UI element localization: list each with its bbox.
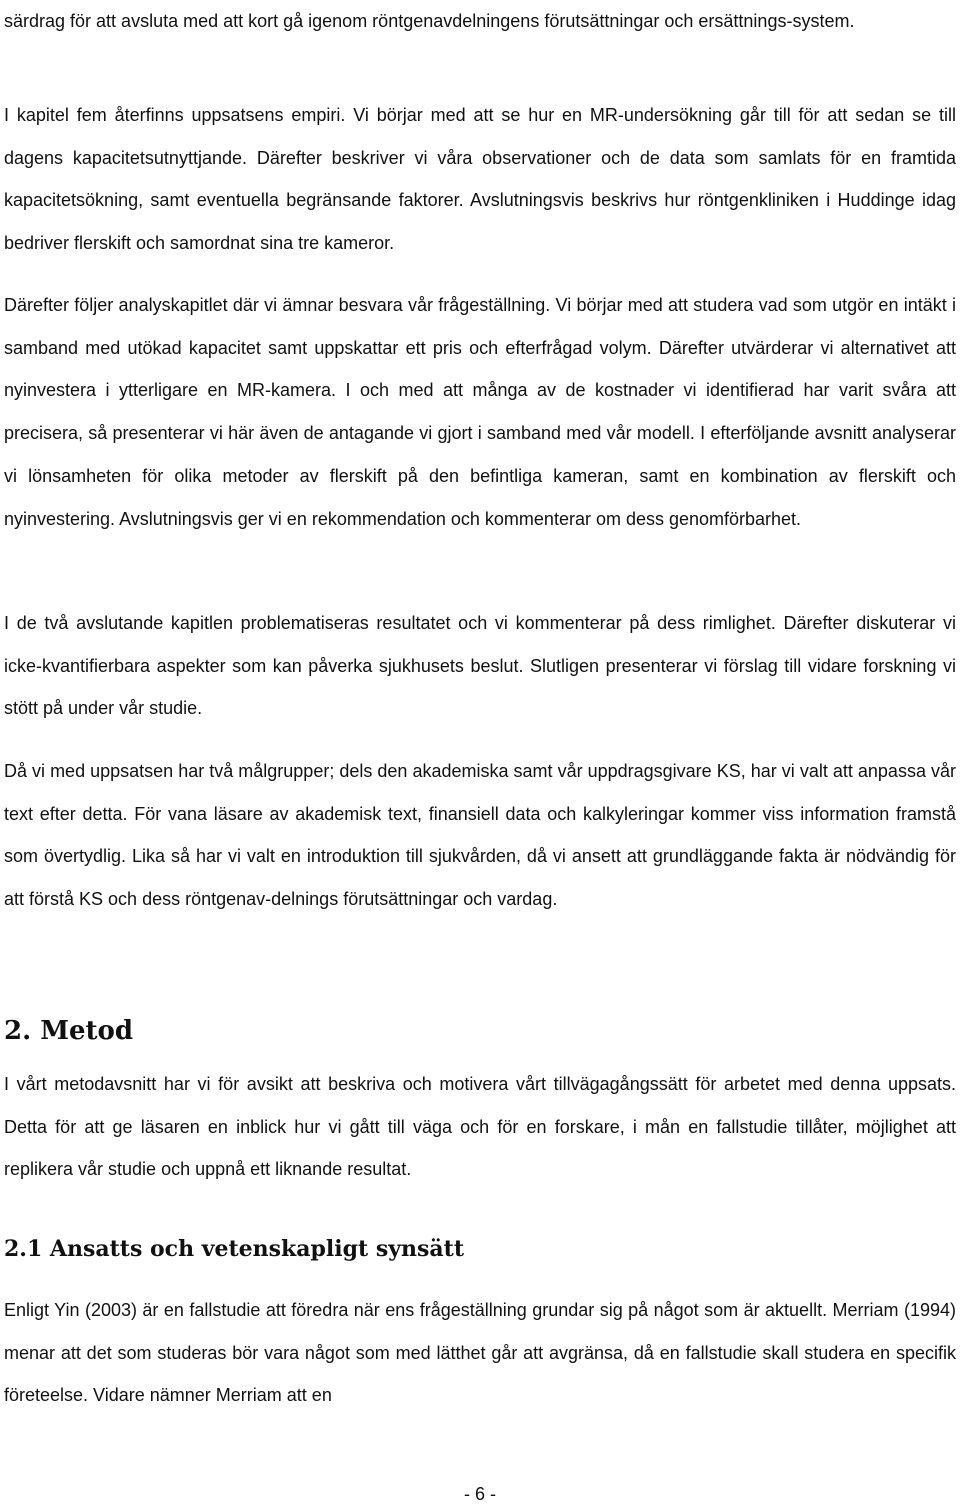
paragraph-avslutande-kapitel: I de två avslutande kapitlen problematiseras resultatet och vi kommenterar på dess rimlighet. Därefter diskuterar vi icke-kvantifierbara aspekter som kan påverka sjukhusets beslut. Slutligen presenterar vi förslag till vidare forskning vi stött på under vår studie.	[4, 613, 956, 719]
paragraph-empiri: I kapitel fem återfinns uppsatsens empiri. Vi börjar med att se hur en MR-undersökning går till för att sedan se till dagens kapacitetsutnyttjande. Därefter beskriver vi våra observationer och de data som samlats för en framtida kapacitetsökning, samt eventuella begränsande faktorer. Avslutningsvis beskrivs hur röntgenkliniken i Huddinge idag bedriver flerskift och samordnat sina tre kameror.	[4, 105, 956, 254]
paragraph-ansatts: Enligt Yin (2003) är en fallstudie att föredra när ens frågeställning grundar sig på något som är aktuellt. Merriam (1994) menar att det som studeras bör vara något som med lätthet går att avgränsa, då en fallstudie skall studera en specifik företeelse. Vidare nämner Merriam att en	[4, 1300, 956, 1406]
paragraph-analys: Därefter följer analyskapitlet där vi ämnar besvara vår frågeställning. Vi börjar med att studera vad som utgör en intäkt i samband med utökad kapacitet samt uppskattar ett pris och efterfrågad volym. Därefter utvärderar vi alternativet att nyinvestera i ytterligare en MR-kamera. I och med att många av de kostnader vi identifierad har varit svåra att precisera, så presenterar vi här även de antagande vi gjort i samband med vår modell. I efterföljande avsnitt analyserar vi lönsamheten för olika metoder av flerskift på den befintliga kameran, samt en kombination av flerskift och nyinvestering. Avslutningsvis ger vi en rekommendation och kommenterar om dess genomförbarhet.	[4, 295, 956, 529]
paragraph-intro: särdrag för att avsluta med att kort gå igenom röntgenavdelningens förutsättningar och ersättnings-system.	[4, 11, 855, 31]
paragraph-malgrupper: Då vi med uppsatsen har två målgrupper; dels den akademiska samt vår uppdragsgivare KS, har vi valt att anpassa vår text efter detta. För vana läsare av akademisk text, finansiell data och kalkyleringar kommer viss information framstå som övertydlig. Lika så har vi valt en introduktion till sjukvården, då vi ansett att grundläggande fakta är nödvändig för att förstå KS och dess röntgenav-delnings förutsättningar och vardag.	[4, 761, 956, 910]
subsection-heading-ansatts: 2.1 Ansatts och vetenskapligt synsätt	[4, 1236, 464, 1262]
section-heading-metod: 2. Metod	[4, 1016, 134, 1046]
paragraph-metod: I vårt metodavsnitt har vi för avsikt att beskriva och motivera vårt tillvägagångssätt för arbetet med denna uppsats. Detta för att ge läsaren en inblick hur vi gått till väga och för en forskare, i mån en fallstudie tillåter, möjlighet att replikera vår studie och uppnå ett liknande resultat.	[4, 1074, 956, 1180]
page-number: - 6 -	[463, 1484, 496, 1504]
